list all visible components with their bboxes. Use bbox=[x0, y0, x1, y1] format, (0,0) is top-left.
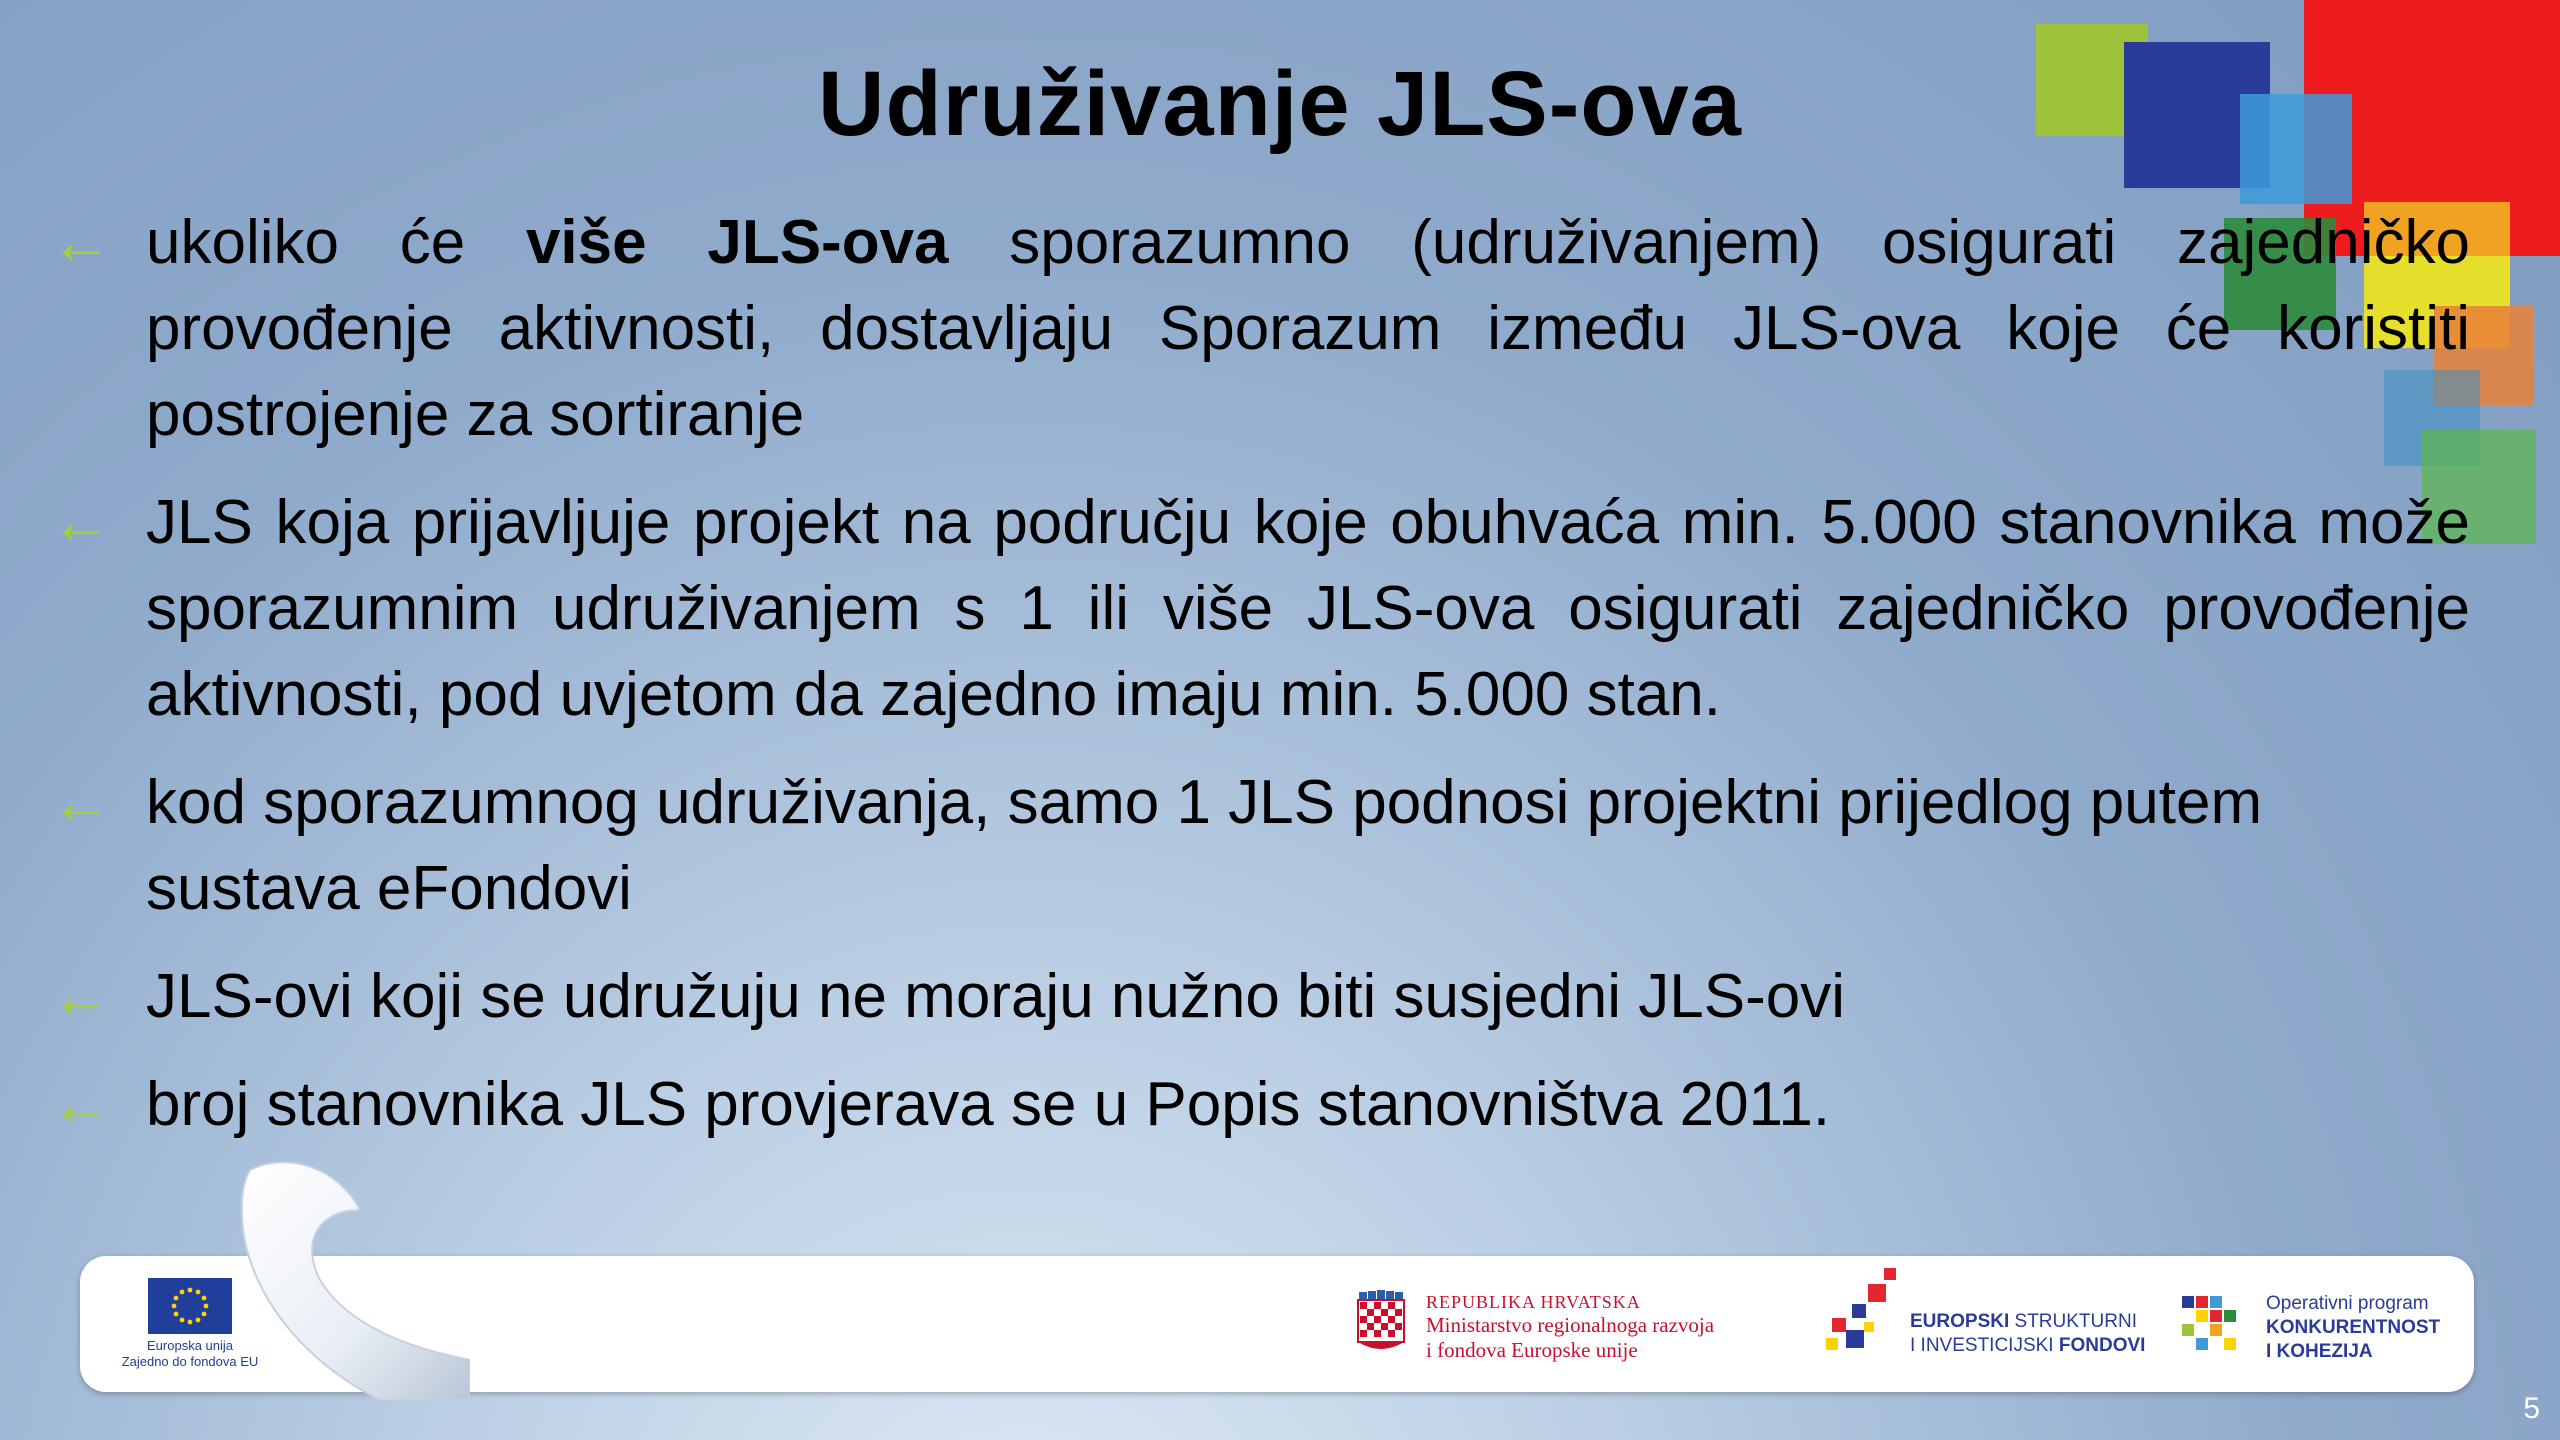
eu-stars-icon bbox=[148, 1278, 232, 1334]
bullet-text: JLS koja prijavljuje projekt na području koje obuhvaća min. 5.000 stanovnika može sporazumnim udruživanjem s 1 ili više JLS-ova osigurati zajedničko provođenje aktivnosti, pod uvjetom da zajedno imaju min. 5.000 stan. bbox=[146, 488, 2470, 729]
list-item bbox=[50, 480, 2470, 738]
list-item bbox=[50, 1062, 2470, 1148]
bullet-text: kod sporazumnog udruživanja, samo 1 JLS podnosi projektni prijedlog putem sustava eFondovi bbox=[146, 768, 2263, 923]
ministry-line2: Ministarstvo regionalnoga razvoja bbox=[1426, 1313, 1715, 1337]
arrow-left-icon: ← bbox=[50, 962, 112, 1031]
esif-line1: EUROPSKI STRUKTURNI bbox=[1910, 1311, 2137, 1332]
bullet-list bbox=[50, 200, 2470, 1170]
list-item bbox=[50, 760, 2470, 932]
arrow-left-icon: ← bbox=[50, 768, 112, 837]
list-item bbox=[50, 200, 2470, 458]
arrow-left-icon: ← bbox=[50, 208, 112, 277]
eu-logo-line1: Europska unija bbox=[147, 1338, 233, 1353]
op-line3: I KOHEZIJA bbox=[2266, 1341, 2373, 1362]
eu-logo bbox=[148, 1278, 232, 1334]
arrow-left-icon: ← bbox=[50, 1070, 112, 1139]
op-logo-icon bbox=[2182, 1296, 2244, 1358]
bullet-bold-text: više JLS-ova bbox=[525, 208, 949, 277]
list-item bbox=[50, 954, 2470, 1040]
bullet-text: JLS-ovi koji se udružuju ne moraju nužno biti susjedni JLS-ovi bbox=[146, 962, 1845, 1031]
bullet-text: broj stanovnika JLS provjerava se u Popis stanovništva 2011. bbox=[146, 1070, 1831, 1139]
page-title: Udruživanje JLS-ova bbox=[818, 53, 1742, 155]
ministry-line3: i fondova Europske unije bbox=[1426, 1338, 1638, 1362]
op-line2: KONKURENTNOST bbox=[2266, 1317, 2441, 1338]
bullet-text: ukoliko će više JLS-ova sporazumno (udruživanjem) osigurati zajedničko provođenje aktivnosti, dostavljaju Sporazum između JLS-ova koje će koristiti postrojenje za sortiranje bbox=[146, 208, 2470, 449]
arrow-left-icon: ← bbox=[50, 488, 112, 557]
esif-logo-icon bbox=[1822, 1266, 1902, 1366]
esif-line2: I INVESTICIJSKI FONDOVI bbox=[1910, 1335, 2146, 1356]
page-number: 5 bbox=[2523, 1392, 2540, 1425]
eu-logo-line2: Zajedno do fondova EU bbox=[121, 1354, 259, 1369]
page-curl-decoration bbox=[230, 1150, 470, 1400]
op-line1: Operativni program bbox=[2266, 1293, 2429, 1314]
ministry-line1: REPUBLIKA HRVATSKA bbox=[1426, 1292, 1641, 1312]
croatia-coat-of-arms-icon bbox=[1356, 1290, 1406, 1356]
